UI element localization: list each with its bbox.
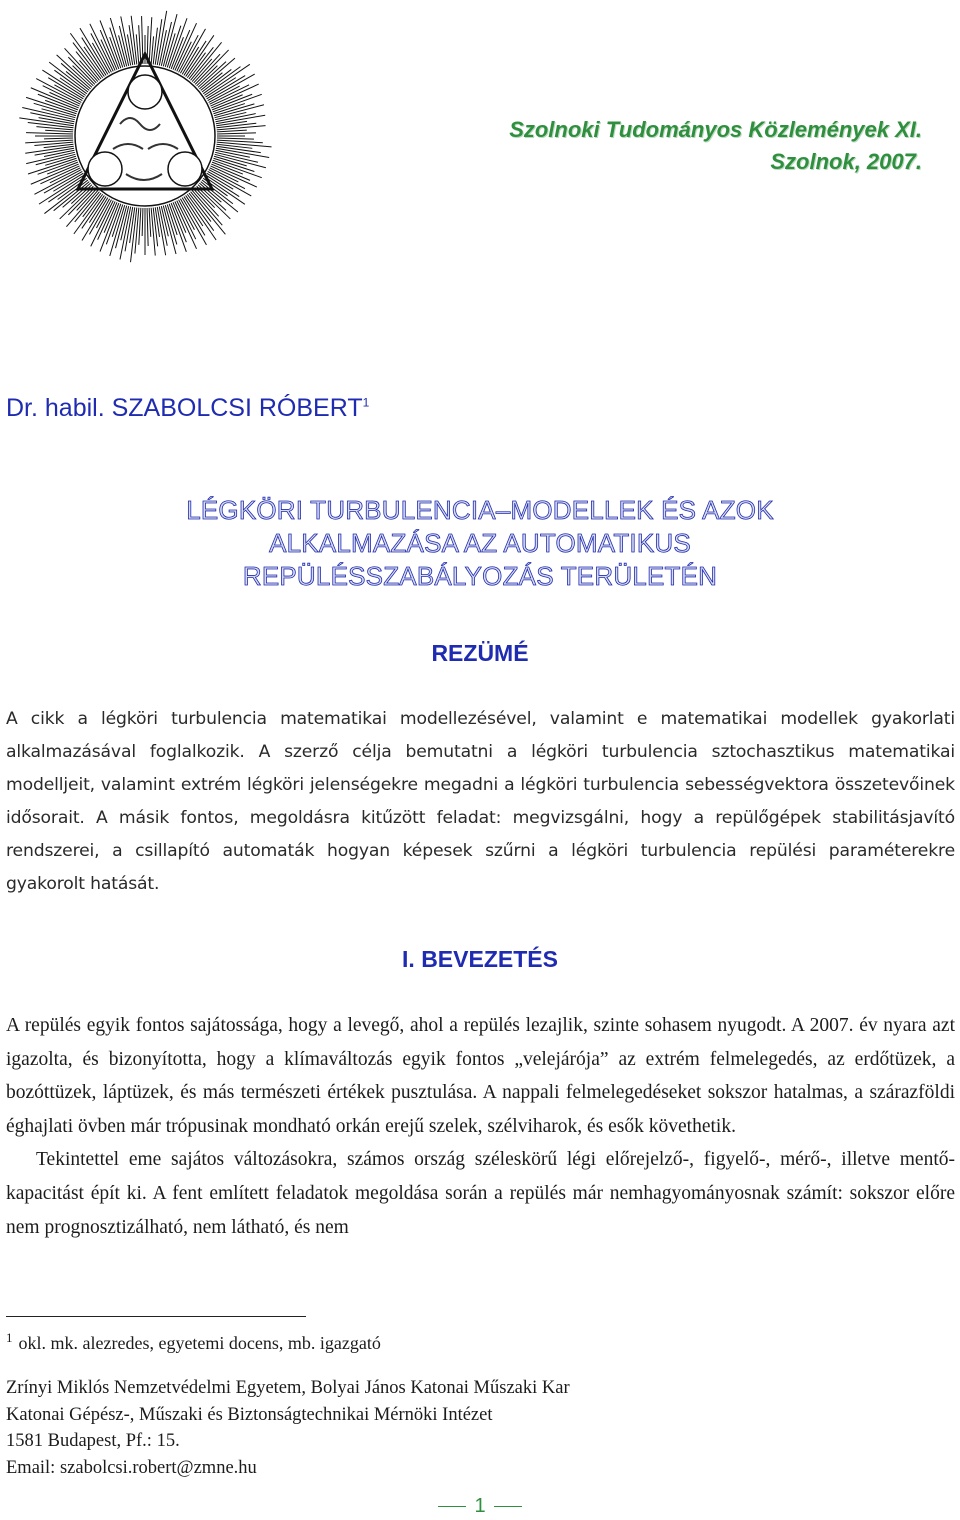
page-number-dash-right	[494, 1506, 522, 1508]
footnote-text: okl. mk. alezredes, egyetemi docens, mb. igazgató	[18, 1333, 381, 1353]
title-line-1: LÉGKÖRI TURBULENCIA–MODELLEK ÉS AZOK	[186, 495, 774, 525]
paper-title	[0, 494, 960, 593]
affiliation-email: Email: szabolcsi.robert@zmne.hu	[6, 1457, 257, 1478]
author-name-text: Dr. habil. SZABOLCSI RÓBERT	[6, 394, 363, 422]
intro-paragraph-1: A repülés egyik fontos sajátossága, hogy a levegő, ahol a repülés lezajlik, szinte sohasem nyugodt. A 2007. év nyara azt igazolta, és bizonyította, hogy a klímaváltozás egyik fontos „velejárója” az extrém felmelegedés, az erdőtüzek, a bozóttüzek, láptüzek, és más természeti értékek pusztulása. A nappali felmelegedéseket sokszor hatalmas, a szárazföldi éghajlati övben már trópusinak mondható orkán erejű szelek, szélviharok, és esők követhetik.	[6, 1015, 955, 1137]
footnote	[6, 1330, 381, 1354]
abstract-heading: REZÜMÉ	[431, 640, 529, 666]
footnote-mark: 1	[6, 1330, 13, 1345]
intro-paragraph-2: Tekintettel eme sajátos változásokra, számos ország széleskörű légi előrejelző-, figyelő-, mérő-, illetve mentő-kapacitást épít ki. A fent említett feladatok megoldása során a repülés már nemhagyományosnak számít: sokszor előre nem prognosztizálható, nem látható, és nem	[6, 1149, 955, 1238]
page-number-dash-left	[438, 1506, 466, 1508]
footnote-divider	[6, 1316, 306, 1317]
affiliation-institute: Katonai Gépész-, Műszaki és Biztonságtechnikai Mérnöki Intézet	[6, 1404, 493, 1425]
abstract-text: A cikk a légköri turbulencia matematikai modellezésével, valamint e matematikai modellek gyakorlati alkalmazásával foglalkozik. A szerző célja bemutatni a légköri turbulencia sztochasztikus matematikai modelljeit, valamint extrém légköri jelenségekre megadni a légköri turbulencia sebességvektora összetevőinek idősorait. A másik fontos, megoldásra kitűzött feladat: megvizsgálni, hogy a repülőgépek stabilitásjavító rendszerei, a csillapító automaták hogyan képesek szűrni a légköri turbulencia repülési paraméterekre gyakorolt hatását.	[6, 709, 955, 894]
series-title: Szolnoki Tudományos Közlemények XI.	[509, 117, 922, 142]
page-number	[0, 1495, 960, 1518]
journal-logo-emblem	[8, 4, 278, 274]
title-line-2: ALKALMAZÁSA AZ AUTOMATIKUS	[269, 528, 691, 558]
author-footnote-mark: 1	[362, 395, 370, 410]
title-line-3: REPÜLÉSSZABÁLYOZÁS TERÜLETÉN	[242, 561, 718, 591]
intro-body	[6, 1009, 955, 1244]
series-place-year: Szolnok, 2007.	[770, 149, 922, 174]
affiliation-university: Zrínyi Miklós Nemzetvédelmi Egyetem, Bolyai János Katonai Műszaki Kar	[6, 1378, 570, 1398]
journal-series-header	[509, 114, 922, 178]
author-affiliation	[6, 1375, 570, 1481]
author-name	[6, 394, 369, 423]
intro-heading: I. BEVEZETÉS	[402, 946, 558, 972]
page-number-value: 1	[474, 1495, 486, 1517]
affiliation-address: 1581 Budapest, Pf.: 15.	[6, 1431, 180, 1451]
